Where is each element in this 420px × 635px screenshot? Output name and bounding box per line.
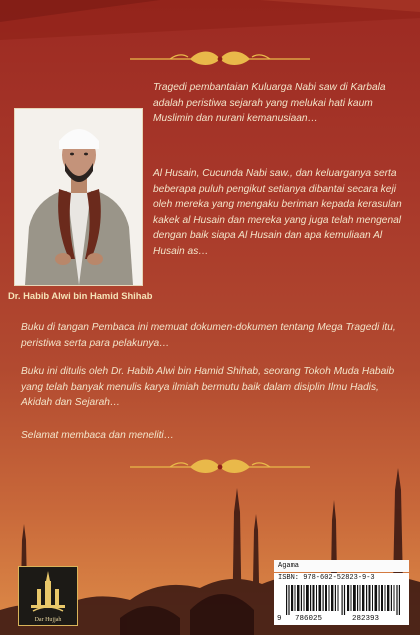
publisher-logo: [18, 566, 78, 626]
barcode-left-group: 786025: [295, 615, 323, 623]
paragraph-book-content: Buku di tangan Pembaca ini memuat dokumen-dokumen tentang Mega Tragedi itu, peristiwa serta para pelakunya…: [21, 322, 396, 349]
isbn-barcode: [274, 573, 409, 625]
top-ornament-divider: [130, 48, 310, 70]
paragraph-husain: Al Husain, Cucunda Nabi saw., dan keluarganya serta beberapa puluh pengikut setianya dibantai secara keji oleh mereka yang mengaku beriman kepada kerasulan kakek al Husain dan mereka yang juga telah mengenal dengan baik siapa Al Husain dan apa kemuliaan Al Husain as…: [153, 168, 402, 257]
author-photo: [14, 108, 143, 286]
paragraph-closing: Selamat membaca dan meneliti…: [21, 430, 174, 441]
barcode-first-digit: 9: [277, 615, 282, 623]
publisher-name: Dar Hujjah: [34, 617, 62, 623]
paragraph-author: Buku ini ditulis oleh Dr. Habib Alwi bin Hamid Shihab, seorang Tokoh Muda Habaib yang telah banyak menulis karya ilmiah bermutu baik dalam disiplin Ilmu Hadis, Akidah dan Sejarah…: [21, 366, 395, 408]
author-caption: Dr. Habib Alwi bin Hamid Shihab: [8, 290, 153, 301]
barcode-bars: [286, 585, 400, 615]
paragraph-intro: Tragedi pembantaian Kuluarga Nabi saw di Karbala adalah peristiwa sejarah yang melukai hati kaum Muslimin dan nurani kemanusiaan…: [153, 82, 386, 124]
isbn-text: ISBN: 978-602-52823-9-3: [278, 574, 375, 582]
category-label: Agama: [274, 560, 409, 572]
barcode-right-group: 282393: [352, 615, 380, 623]
mosque-logo-icon: [19, 567, 77, 615]
